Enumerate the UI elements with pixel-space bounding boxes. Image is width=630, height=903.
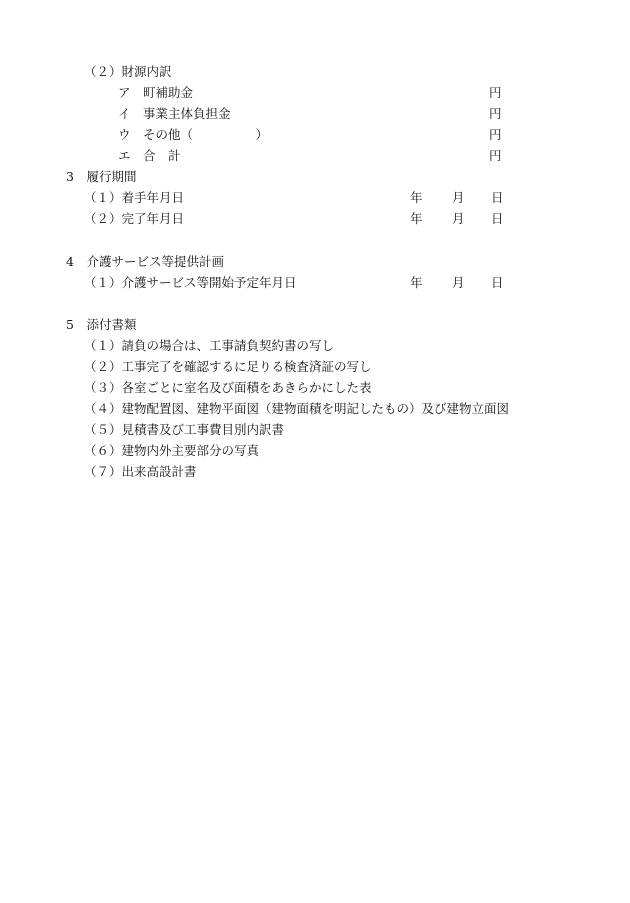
attachment-item: （１）請負の場合は、工事請負契約書の写し xyxy=(84,338,335,353)
funding-breakdown-heading: （２）財源内訳 xyxy=(84,64,172,79)
funding-item-town-subsidy: ア 町補助金 xyxy=(118,85,194,100)
service-start-date-label: （１）介護サービス等開始予定年月日 xyxy=(84,275,297,290)
funding-item-unit: 円 xyxy=(489,106,502,121)
date-month-unit: 月 xyxy=(452,211,465,226)
date-day-unit: 日 xyxy=(491,211,504,226)
funding-item-operator-share: イ 事業主体負担金 xyxy=(118,106,231,121)
date-month-unit: 月 xyxy=(452,275,465,290)
completion-date-label: （２）完了年月日 xyxy=(84,211,185,226)
date-day-unit: 日 xyxy=(491,190,504,205)
funding-item-unit: 円 xyxy=(489,85,502,100)
date-month-unit: 月 xyxy=(452,190,465,205)
start-date-label: （１）着手年月日 xyxy=(84,190,185,205)
funding-item-other: ウ その他（ ） xyxy=(118,127,269,142)
funding-item-unit: 円 xyxy=(489,148,502,163)
attachment-item: （５）見積書及び工事費目別内訳書 xyxy=(84,422,285,437)
date-year-unit: 年 xyxy=(410,275,423,290)
section-title-care-service-plan: 4 介護サービス等提供計画 xyxy=(66,254,224,269)
date-year-unit: 年 xyxy=(410,190,423,205)
attachment-item: （６）建物内外主要部分の写真 xyxy=(84,443,260,458)
date-day-unit: 日 xyxy=(491,275,504,290)
attachment-item: （４）建物配置図、建物平面図（建物面積を明記したもの）及び建物立面図 xyxy=(84,401,510,416)
attachment-item: （２）工事完了を確認するに足りる検査済証の写し xyxy=(84,359,372,374)
attachment-item: （３）各室ごとに室名及び面積をあきらかにした表 xyxy=(84,380,372,395)
section-title-attachments: 5 添付書類 xyxy=(66,317,137,332)
attachment-item: （７）出来高設計書 xyxy=(84,464,197,479)
section-title-performance-period: 3 履行期間 xyxy=(66,169,137,184)
funding-item-total: エ 合 計 xyxy=(118,148,181,163)
date-year-unit: 年 xyxy=(410,211,423,226)
funding-item-unit: 円 xyxy=(489,127,502,142)
